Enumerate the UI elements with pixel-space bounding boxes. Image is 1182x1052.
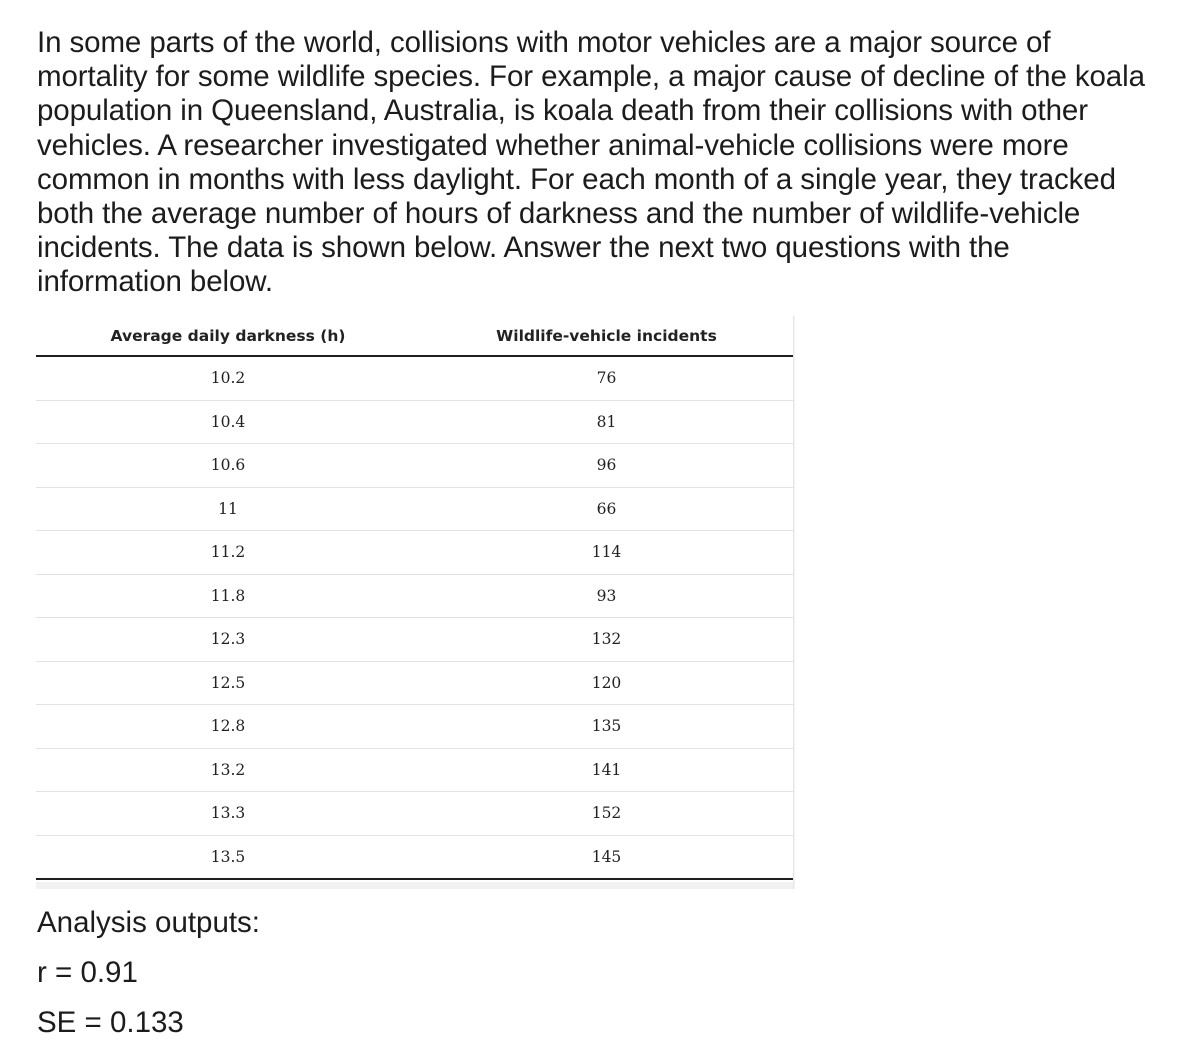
incidents-cell: 132: [420, 618, 793, 662]
darkness-cell: 11.8: [36, 574, 420, 618]
table-row: [36, 661, 793, 705]
incidents-cell: 135: [420, 705, 793, 749]
table-row: [36, 618, 793, 662]
table-body: [36, 356, 793, 879]
darkness-cell: 10.4: [36, 400, 420, 444]
darkness-cell: 12.3: [36, 618, 420, 662]
incidents-cell: 152: [420, 792, 793, 836]
darkness-cell: 13.2: [36, 748, 420, 792]
table-row: [36, 444, 793, 488]
table-row: [36, 574, 793, 618]
table-row: [36, 531, 793, 575]
darkness-cell: 13.3: [36, 792, 420, 836]
table-header-row: [36, 316, 793, 356]
table-row: [36, 792, 793, 836]
table-bottom-band: [36, 882, 793, 889]
table-row: [36, 356, 793, 400]
table-row: [36, 748, 793, 792]
incidents-cell: 81: [420, 400, 793, 444]
darkness-cell: 11.2: [36, 531, 420, 575]
darkness-cell: 12.8: [36, 705, 420, 749]
column-header-incidents: Wildlife-vehicle incidents: [420, 316, 793, 356]
incidents-cell: 76: [420, 356, 793, 400]
darkness-cell: 13.5: [36, 835, 420, 879]
intro-paragraph: In some parts of the world, collisions with motor vehicles are a major source of mortality for some wildlife species. For example, a major cause of decline of the koala population in Queensland, Australia, is koala death from their collisions with other vehicles. A researcher investigated whether animal-vehicle collisions were more common in months with less daylight. For each month of a single year, they tracked both the average number of hours of darkness and the number of wildlife-vehicle incidents. The data is shown below. Answer the next two questions with the information below.: [37, 26, 1145, 299]
table-row: [36, 705, 793, 749]
data-table: [36, 316, 793, 880]
incidents-cell: 120: [420, 661, 793, 705]
darkness-cell: 10.2: [36, 356, 420, 400]
incidents-cell: 145: [420, 835, 793, 879]
table-row: [36, 835, 793, 879]
standard-error-value: SE = 0.133: [37, 1006, 184, 1039]
correlation-value: r = 0.91: [37, 956, 138, 989]
table-row: [36, 400, 793, 444]
incidents-cell: 96: [420, 444, 793, 488]
incidents-cell: 114: [420, 531, 793, 575]
analysis-heading: Analysis outputs:: [37, 906, 261, 939]
incidents-cell: 141: [420, 748, 793, 792]
darkness-cell: 11: [36, 487, 420, 531]
incidents-cell: 66: [420, 487, 793, 531]
column-header-darkness: Average daily darkness (h): [36, 316, 420, 356]
analysis-outputs: [37, 900, 260, 1050]
darkness-cell: 12.5: [36, 661, 420, 705]
incidents-cell: 93: [420, 574, 793, 618]
table-row: [36, 487, 793, 531]
data-table-container: [36, 316, 794, 889]
darkness-cell: 10.6: [36, 444, 420, 488]
